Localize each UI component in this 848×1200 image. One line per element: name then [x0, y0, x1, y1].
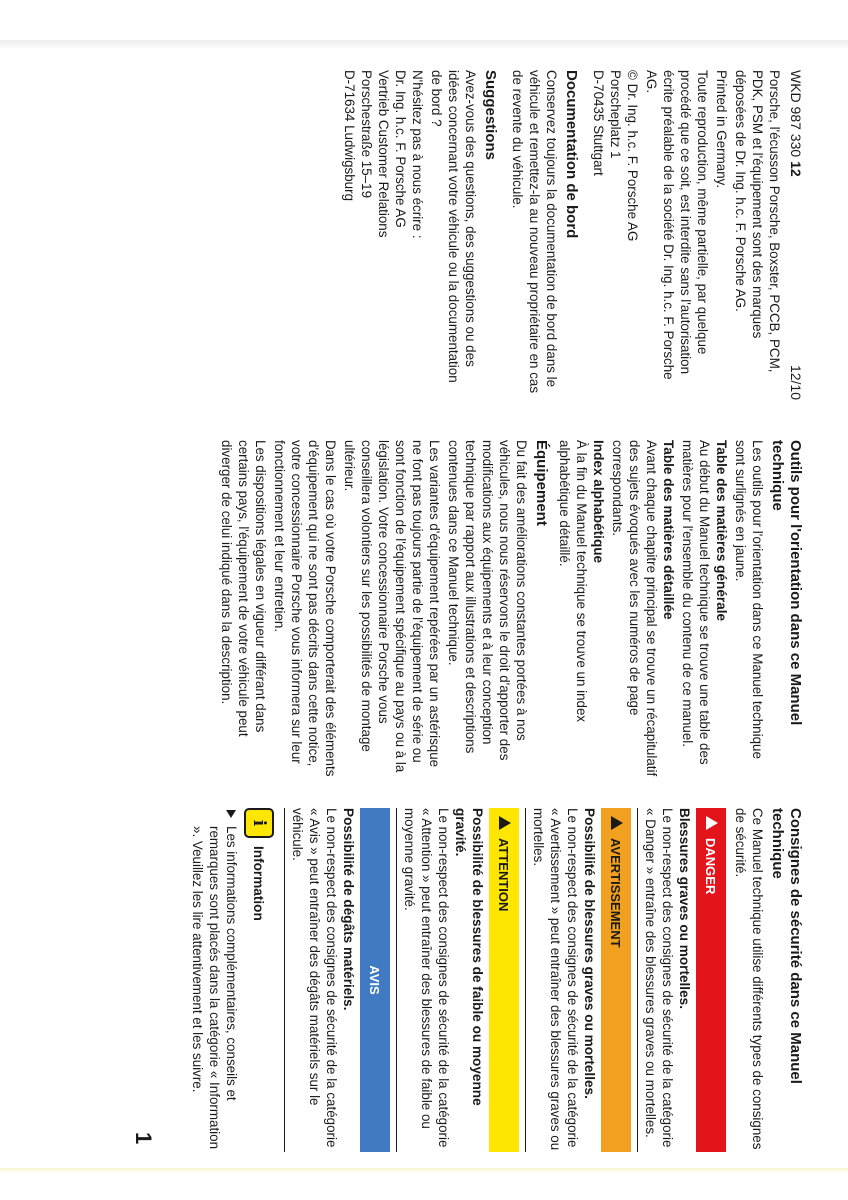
caution-banner — [489, 808, 519, 1152]
equipment-paragraph: Les variantes d'équipement repérées par un astérisque ne font pas toujours partie de l'équipement de série ou sont fonction de l'équipement spécifique au pays ou à la législation. Votre concessionnaire Porsche vous conseillera volontiers sur les possibilités de montage ultérieur. — [342, 440, 442, 773]
information-header — [244, 808, 274, 1152]
safety-title: Consignes de sécurité dans ce Manuel technique — [769, 808, 804, 1084]
document-code — [787, 70, 804, 177]
safety-intro: Ce Manuel technique utilise différents types de consignes de sécurité. — [733, 808, 765, 1150]
orientation-title: Outils pour l'orientation dans ce Manuel technique — [769, 440, 804, 726]
doc-code-number: 12 — [788, 161, 804, 177]
column-orientation — [216, 440, 804, 780]
divider — [396, 808, 397, 1152]
danger-banner — [696, 808, 726, 1152]
detailed-toc-title: Table des matières détaillée — [661, 440, 676, 620]
equipment-paragraph: Dans le cas où votre Porsche comporterait des éléments d'équipement qui ne sont pas décrits dans cette notice, votre concessionnaire Porsche vous informera sur leur fonctionnement et leur entretien. — [272, 440, 338, 777]
equipment-paragraph: Du fait des améliorations constantes portées à nos véhicules, nous nous réservons le droit d'apporter des modifications aux équipements et à leur conception technique par rapport aux illustrations et descriptions contenues dans ce Manuel technique. — [446, 440, 529, 761]
doc-code-prefix: WKD 987 330 — [788, 70, 804, 162]
toc-text: Au début du Manuel technique se trouve une table des matières pour l'ensemble du contenu de ce manuel. — [680, 440, 712, 765]
information-text: Les informations complémentaires, conseils et remarques sont placés dans la catégorie « Information ». Veuillez les lire attentivement et les suivre. — [190, 826, 239, 1150]
documentation-title: Documentation de bord — [563, 70, 580, 239]
scan-edge-bottom — [0, 1168, 848, 1174]
index-title: Index alphabétique — [591, 440, 606, 564]
copyright-line: © Dr. Ing. h.c. F. Porsche AG — [625, 70, 640, 242]
document-code-line — [787, 70, 804, 400]
contact-address-line: Porschestraße 15–19 — [359, 70, 374, 199]
trademark-notice: Porsche, l'écusson Porsche, Boxster, PCCB, PCM, PDK, PSM et l'équipement sont des marques déposées de Dr. Ing. h.c. F. Porsche AG. — [733, 70, 782, 373]
divider — [637, 808, 638, 1152]
toc-title: Table des matières générale — [714, 440, 729, 622]
warning-banner — [601, 808, 631, 1152]
bullet-arrow-icon — [226, 810, 236, 818]
information-item — [187, 808, 240, 1152]
detailed-toc-text: Avant chaque chapitre principal se trouve un récapitulatif des sujets évoqués avec les numéros de page correspondants. — [610, 440, 659, 777]
address-line: Porscheplatz 1 — [608, 70, 623, 159]
index-text: À la fin du Manuel technique se trouve un index alphabétique détaillé. — [557, 440, 589, 723]
warning-heading: Possibilité de blessures graves ou mortelles. — [582, 808, 597, 1099]
contact-address-line: Vertrieb Customer Relations — [376, 70, 391, 238]
caution-text: Le non-respect des consignes de sécurité de la catégorie « Attention » peut entraîner des blessures de faible ou moyenne gravité. — [402, 808, 451, 1148]
write-prompt: N'hésitez pas à nous écrire : — [410, 70, 425, 239]
column-safety — [187, 808, 804, 1152]
notice-banner — [360, 808, 390, 1152]
documentation-text: Conservez toujours la documentation de bord dans le véhicule et remettez-la au nouveau propriétaire en cas de revente du véhicule. — [510, 70, 559, 394]
information-title: Information — [251, 846, 267, 921]
notice-heading: Possibilité de dégâts matériels. — [341, 808, 356, 1011]
danger-heading: Blessures graves ou mortelles. — [677, 808, 692, 1009]
equipment-paragraph: Les dispositions légales en vigueur différant dans certains pays, l'équipement de votre véhicule peut diverger de celui indiqué dans la description. — [219, 440, 268, 737]
info-icon: i — [244, 808, 274, 838]
warning-triangle-icon — [611, 816, 623, 830]
warning-triangle-icon — [706, 816, 718, 830]
edition-date: 12/10 — [788, 364, 804, 400]
warning-text: Le non-respect des consignes de sécurité de la catégorie « Avertissement » peut entraîner des blessures graves ou mortelles. — [531, 808, 580, 1151]
address-line: D-70435 Stuttgart — [591, 70, 606, 176]
suggestions-title: Suggestions — [482, 70, 499, 161]
warning-label: AVERTISSEMENT — [608, 838, 624, 948]
contact-address-line: Dr. Ing. h.c. F. Porsche AG — [393, 70, 408, 228]
printed-notice: Printed in Germany. — [714, 70, 729, 189]
danger-text: Le non-respect des consignes de sécurité de la catégorie « Danger » entraîne des blessures graves ou mortelles. — [643, 808, 675, 1148]
page-number: 1 — [131, 1132, 156, 1145]
caution-label: ATTENTION — [496, 838, 512, 912]
reproduction-notice: Toute reproduction, même partielle, par quelque procédé que ce soit, est interdite sans l'autorisation écrite préalable de la société Dr. Ing. h.c. F. Porsche AG. — [644, 70, 710, 380]
column-legal — [341, 70, 804, 400]
divider — [525, 808, 526, 1152]
equipment-title: Équipement — [533, 440, 550, 526]
contact-address-line: D-71634 Ludwigsburg — [342, 70, 357, 202]
divider — [284, 808, 285, 1152]
notice-label: AVIS — [367, 965, 383, 995]
danger-label: DANGER — [703, 838, 719, 895]
suggestions-text: Avez-vous des questions, des suggestions ou des idées concernant votre véhicule ou la documentation de bord ? — [429, 70, 478, 383]
notice-text: Le non-respect des consignes de sécurité de la catégorie « Avis » peut entraîner des dégâts matériels sur le véhicule. — [290, 808, 339, 1148]
caution-heading: Possibilité de blessures de faible ou moyenne gravité. — [453, 808, 485, 1106]
manual-page — [112, 70, 804, 1152]
scan-edge-top — [0, 40, 848, 48]
orientation-intro: Les outils pour l'orientation dans ce Manuel technique sont surlignés en jaune. — [733, 440, 765, 759]
warning-triangle-icon — [499, 816, 511, 830]
